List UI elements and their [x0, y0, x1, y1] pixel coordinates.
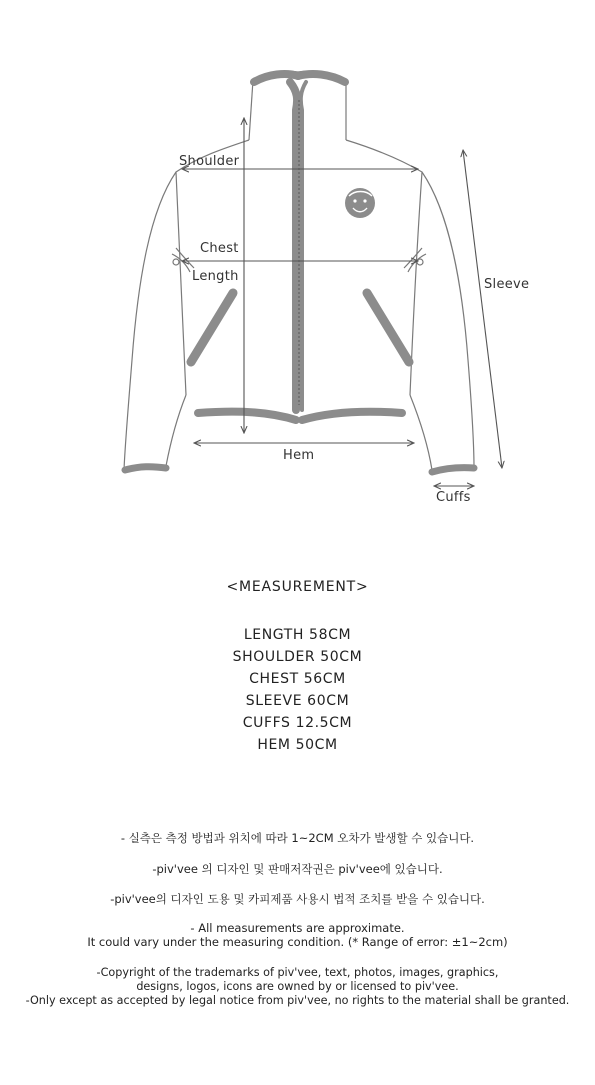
- smiley-logo-icon: [345, 188, 375, 218]
- note-en-copyright: [0, 966, 595, 1008]
- measurement-chest: CHEST 56CM: [249, 671, 346, 687]
- note-en-5: -Only except as accepted by legal notice from piv'vee, no rights to the material shall be granted.: [25, 994, 570, 1007]
- note-en-4: designs, logos, icons are owned by or licensed to piv'vee.: [136, 980, 459, 993]
- note-en-3: -Copyright of the trademarks of piv'vee, text, photos, images, graphics,: [96, 966, 499, 979]
- measurement-hem: HEM 50CM: [257, 737, 338, 753]
- measurement-shoulder: SHOULDER 50CM: [232, 649, 363, 665]
- length-label: Length: [192, 269, 239, 284]
- sleeve-label: Sleeve: [484, 277, 530, 292]
- note-kr-3: -piv'vee의 디자인 도용 및 카피제품 사용시 법적 조치를 받을 수 있습니다.: [110, 892, 485, 906]
- measurement-title: <MEASUREMENT>: [226, 579, 369, 595]
- chest-label: Chest: [200, 241, 239, 256]
- measurement-list: [0, 624, 595, 756]
- jacket-measurement-diagram: [0, 0, 595, 540]
- note-en-2: It could vary under the measuring condition. (* Range of error: ±1~2cm): [87, 935, 508, 949]
- cuffs-label: Cuffs: [436, 490, 471, 505]
- note-en-approx: [0, 921, 595, 949]
- note-kr-2: -piv'vee 의 디자인 및 판매저작권은 piv'vee에 있습니다.: [152, 862, 443, 876]
- note-en-1: - All measurements are approximate.: [190, 921, 405, 935]
- sleeve-arrow: [463, 150, 502, 468]
- measurement-cuffs: CUFFS 12.5CM: [242, 715, 353, 731]
- drawcord-right: [404, 248, 426, 272]
- measurement-length: LENGTH 58CM: [243, 627, 352, 643]
- drawcord-left: [172, 248, 194, 272]
- note-kr-1: - 실측은 측정 방법과 위치에 따라 1~2CM 오차가 발생할 수 있습니다.: [120, 831, 475, 845]
- hem-label: Hem: [283, 448, 315, 463]
- shoulder-label: Shoulder: [179, 154, 240, 169]
- measurement-sleeve: SLEEVE 60CM: [245, 693, 350, 709]
